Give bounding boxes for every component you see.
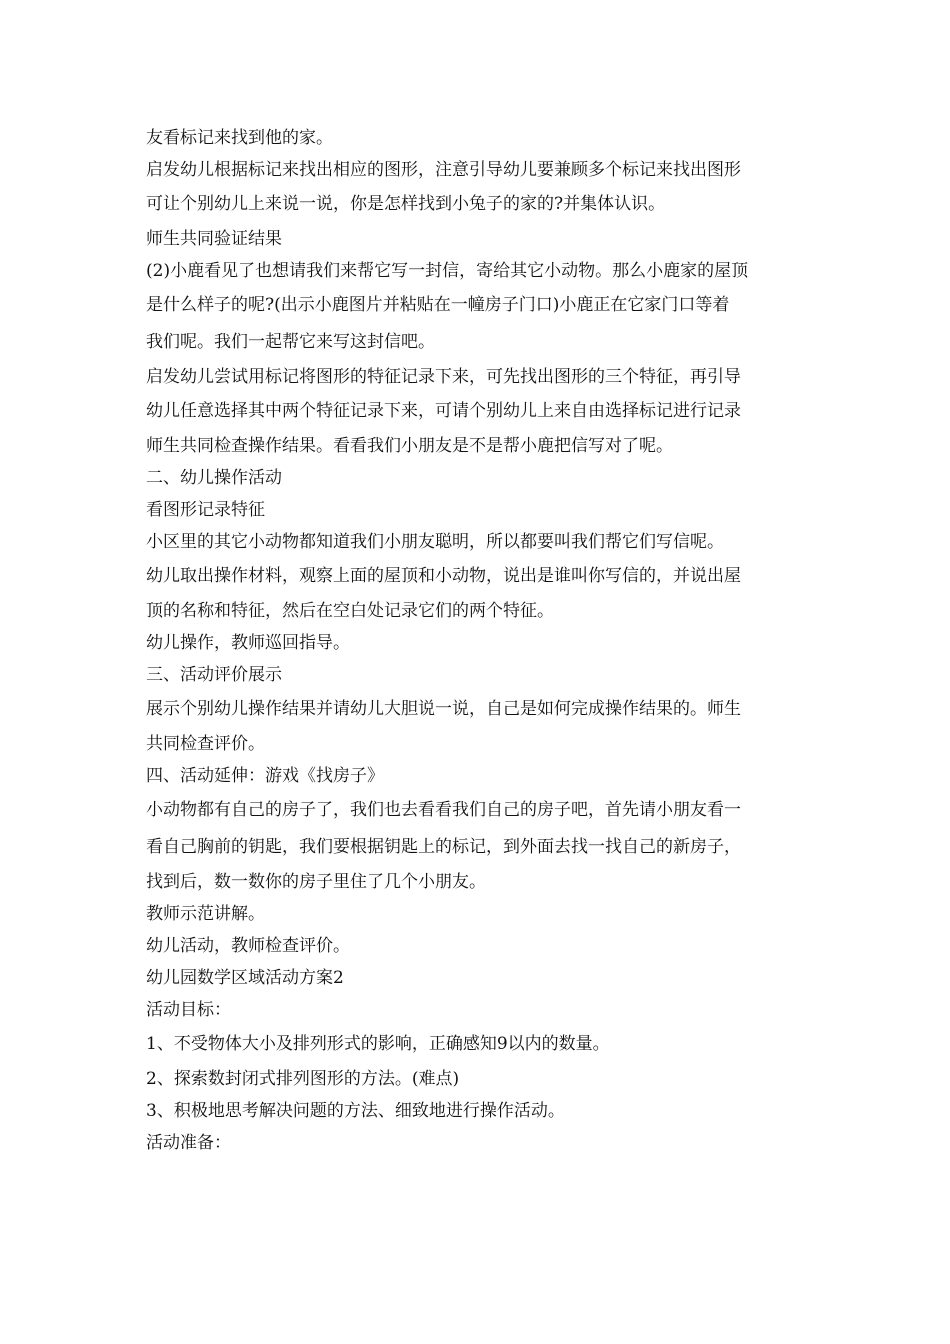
section-subheading: 活动准备：	[146, 1133, 231, 1153]
text-line: 我们呢。我们一起帮它来写这封信吧。	[146, 332, 435, 352]
section-subheading: 看图形记录特征	[146, 500, 265, 520]
document-title: 幼儿园数学区域活动方案2	[146, 968, 344, 988]
text-line: 幼儿活动，教师检查评价。	[146, 936, 350, 956]
text-line: 幼儿取出操作材料，观察上面的屋顶和小动物，说出是谁叫你写信的，并说出屋	[146, 566, 741, 586]
text-line: 小动物都有自己的房子了，我们也去看看我们自己的房子吧，首先请小朋友看一	[146, 800, 741, 820]
section-subheading: 师生共同验证结果	[146, 229, 282, 249]
text-line: 小区里的其它小动物都知道我们小朋友聪明，所以都要叫我们帮它们写信呢。	[146, 532, 724, 552]
text-line: 师生共同检查操作结果。看看我们小朋友是不是帮小鹿把信写对了呢。	[146, 436, 673, 456]
text-line: 看自己胸前的钥匙，我们要根据钥匙上的标记，到外面去找一找自己的新房子，	[146, 837, 741, 857]
text-line: (2)小鹿看见了也想请我们来帮它写一封信，寄给其它小动物。那么小鹿家的屋顶	[146, 261, 749, 281]
text-line: 共同检查评价。	[146, 734, 265, 754]
section-heading: 三、活动评价展示	[146, 665, 282, 685]
section-heading: 二、幼儿操作活动	[146, 468, 282, 488]
text-line: 顶的名称和特征，然后在空白处记录它们的两个特征。	[146, 601, 554, 621]
text-line: 友看标记来找到他的家。	[146, 128, 333, 148]
section-heading: 四、活动延伸：游戏《找房子》	[146, 766, 384, 786]
text-line: 启发幼儿尝试用标记将图形的特征记录下来，可先找出图形的三个特征，再引导	[146, 367, 741, 387]
text-line: 找到后，数一数你的房子里住了几个小朋友。	[146, 872, 486, 892]
list-item: 2、探索数封闭式排列图形的方法。(难点)	[146, 1069, 460, 1089]
text-line: 启发幼儿根据标记来找出相应的图形，注意引导幼儿要兼顾多个标记来找出图形	[146, 160, 741, 180]
document-body	[146, 122, 812, 1159]
text-line: 可让个别幼儿上来说一说，你是怎样找到小兔子的家的?并集体认识。	[146, 194, 666, 214]
list-item: 1、不受物体大小及排列形式的影响，正确感知9以内的数量。	[146, 1034, 610, 1054]
text-line: 展示个别幼儿操作结果并请幼儿大胆说一说，自己是如何完成操作结果的。师生	[146, 699, 741, 719]
text-line: 幼儿任意选择其中两个特征记录下来，可请个别幼儿上来自由选择标记进行记录	[146, 401, 741, 421]
section-subheading: 活动目标：	[146, 1000, 231, 1020]
list-item: 3、积极地思考解决问题的方法、细致地进行操作活动。	[146, 1101, 565, 1121]
text-line: 教师示范讲解。	[146, 904, 265, 924]
text-line: 幼儿操作，教师巡回指导。	[146, 633, 350, 653]
text-line: 是什么样子的呢?(出示小鹿图片并粘贴在一幢房子门口)小鹿正在它家门口等着	[146, 295, 730, 315]
